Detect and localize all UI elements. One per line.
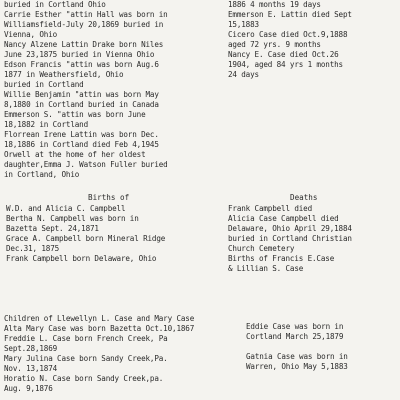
- text-line: Frank Campbell died: [228, 204, 313, 213]
- text-line: Gatnia Case was born in: [246, 352, 348, 361]
- deaths-heading: Deaths: [290, 193, 318, 202]
- right-top-text: [228, 0, 352, 80]
- text-line: Sept.28,1869: [4, 344, 58, 353]
- text-line: Bertha N. Campbell was born in: [6, 214, 139, 223]
- text-line: Warren, Ohio May 5,1883: [246, 362, 348, 371]
- births-heading: Births of: [88, 193, 130, 202]
- text-line: 1886 4 months 19 days: [228, 0, 321, 9]
- text-line: Williamsfield-July 20,1869 buried in: [4, 20, 164, 29]
- text-line: Freddie L. Case born French Creek, Pa: [4, 334, 168, 343]
- text-line: Cicero Case died Oct.9,1888: [228, 30, 348, 39]
- text-line: in Cortland, Ohio: [4, 170, 80, 179]
- text-line: Births of Francis E.Case: [228, 254, 335, 263]
- text-line: Emmerson E. Lattin died Sept: [228, 10, 352, 19]
- children-left-text: [4, 314, 194, 394]
- births-left-text: [6, 204, 165, 264]
- line-gap: [246, 342, 348, 352]
- text-line: 1877 in Weathersfield, Ohio: [4, 70, 124, 79]
- text-line: Delaware, Ohio April 29,1884: [228, 224, 352, 233]
- text-line: Bazetta Sept. 24,1871: [6, 224, 99, 233]
- text-line: Frank Campbell born Delaware, Ohio: [6, 254, 157, 263]
- text-line: 24 days: [228, 70, 259, 79]
- text-line: Mary Julina Case born Sandy Creek,Pa.: [4, 354, 168, 363]
- text-line: Aug. 9,1876: [4, 384, 53, 393]
- text-line: Children of Llewellyn L. Case and Mary Case: [4, 314, 195, 323]
- text-line: Nancy E. Case died Oct.26: [228, 50, 339, 59]
- text-line: Nov. 13,1874: [4, 364, 58, 373]
- text-line: 8,1880 in Cortland buried in Canada: [4, 100, 159, 109]
- text-line: Emmerson S. "attin was born June: [4, 110, 146, 119]
- text-line: Edson Francis "attin was born Aug.6: [4, 60, 159, 69]
- text-line: Horatio N. Case born Sandy Creek,pa.: [4, 374, 164, 383]
- text-line: buried in Cortland Christian: [228, 234, 352, 243]
- text-line: & Lillian S. Case: [228, 264, 304, 273]
- text-line: daughter,Emma J. Watson Fuller buried: [4, 160, 168, 169]
- text-line: June 23,1875 buried in Vienna Ohio: [4, 50, 155, 59]
- text-line: 18,1886 in Cortland died Feb 4,1945: [4, 140, 159, 149]
- text-line: Cortland March 25,1879: [246, 332, 344, 341]
- text-line: Eddie Case was born in: [246, 322, 344, 331]
- text-line: Nancy Alzene Lattin Drake born Niles: [4, 40, 164, 49]
- children-right-text: [246, 322, 348, 372]
- text-line: Carrie Esther "attin Hall was born in: [4, 10, 168, 19]
- text-line: aged 72 yrs. 9 months: [228, 40, 321, 49]
- text-line: Alicia Case Campbell died: [228, 214, 339, 223]
- text-line: Grace A. Campbell born Mineral Ridge: [6, 234, 166, 243]
- text-line: buried in Cortland: [4, 80, 84, 89]
- deaths-right-text: [228, 204, 352, 274]
- text-line: Florrean Irene Lattin was born Dec.: [4, 130, 159, 139]
- text-line: buried in Cortland Ohio: [4, 0, 106, 9]
- text-line: Alta Mary Case was born Bazetta Oct.10,1867: [4, 324, 195, 333]
- text-line: 15,1883: [228, 20, 259, 29]
- text-line: W.D. and Alicia C. Campbell: [6, 204, 126, 213]
- left-top-text: [4, 0, 168, 180]
- text-line: Dec.31, 1875: [6, 244, 60, 253]
- text-line: Church Cemetery: [228, 244, 295, 253]
- text-line: Orwell at the home of her oldest: [4, 150, 146, 159]
- text-line: 1904, aged 84 yrs 1 months: [228, 60, 343, 69]
- text-line: Vienna, Ohio: [4, 30, 58, 39]
- text-line: 18,1882 in Cortland: [4, 120, 89, 129]
- text-line: Willie Benjamin "attin was born May: [4, 90, 159, 99]
